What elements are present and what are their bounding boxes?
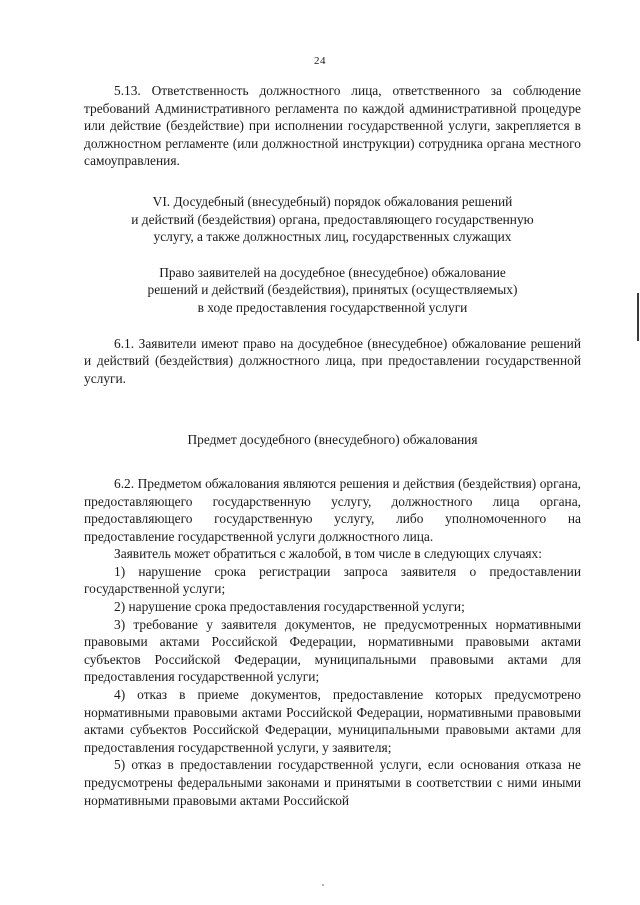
document-body	[84, 82, 581, 809]
spacer	[84, 449, 581, 475]
spacer	[84, 387, 581, 431]
cases-intro-paragraph: Заявитель может обратиться с жалобой, в том числе в следующих случаях:	[114, 546, 542, 562]
spacer	[84, 246, 581, 264]
case-item-1: 1) нарушение срока регистрации запроса заявителя о предоставлении государственной услуги;	[84, 563, 581, 597]
spacer	[84, 317, 581, 335]
section-5-13-paragraph: 5.13. Ответственность должностного лица, ответственного за соблюдение требований Административного регламента по каждой административной процедуре или действие (бездействие) при исполнении государственной услуги, закрепляется в должностном регламенте (или должностной инструкции) сотрудника органа местного самоуправления.	[84, 83, 581, 169]
case-item-3: 3) требование у заявителя документов, не предусмотренных нормативными правовыми актами Российской Федерации, нормативными правовыми актами субъектов Российской Федерации, муниципальными правовыми актами для предоставления государственной услуги;	[84, 616, 581, 685]
binding-margin-mark	[637, 293, 639, 341]
scan-dot-mark	[322, 884, 324, 886]
page-number: 24	[314, 55, 326, 67]
section-6-2-paragraph: 6.2. Предметом обжалования являются решения и действия (бездействия) органа, предоставляющего государственную услугу, должностного лица органа, предоставляющего государственную услугу, либо уполномоченного на предоставление государственной услуги должностного лица.	[84, 475, 581, 544]
spacer	[84, 170, 581, 193]
case-item-5: 5) отказ в предоставлении государственной услуги, если основания отказа не предусмотрены федеральными законами и принятыми в соответствии с ними иными нормативными правовыми актами Российской	[84, 757, 581, 808]
chapter-6-heading: VI. Досудебный (внесудебный) порядок обжалования решений и действий (бездействия) органа, предоставляющего государственную услугу, а также должностных лиц, государственных служащих	[131, 193, 534, 245]
appeal-right-heading: Право заявителей на досудебное (внесудебное) обжалование решений и действий (бездействия), принятых (осуществляемых) в ходе предоставления государственной услуги	[147, 264, 518, 315]
section-6-1-paragraph: 6.1. Заявители имеют право на досудебное (внесудебное) обжалование решений и действий (бездействия) должностного лица, при предоставлении государственной услуги.	[84, 335, 581, 386]
case-item-2: 2) нарушение срока предоставления государственной услуги;	[114, 599, 465, 615]
case-item-4: 4) отказ в приеме документов, предоставление которых предусмотрено нормативными правовыми актами Российской Федерации, нормативными правовыми актами субъектов Российской Федерации, муниципальными правовыми актами для предоставления государственной услуги, у заявителя;	[84, 687, 581, 755]
appeal-subject-heading: Предмет досудебного (внесудебного) обжалования	[187, 432, 478, 448]
